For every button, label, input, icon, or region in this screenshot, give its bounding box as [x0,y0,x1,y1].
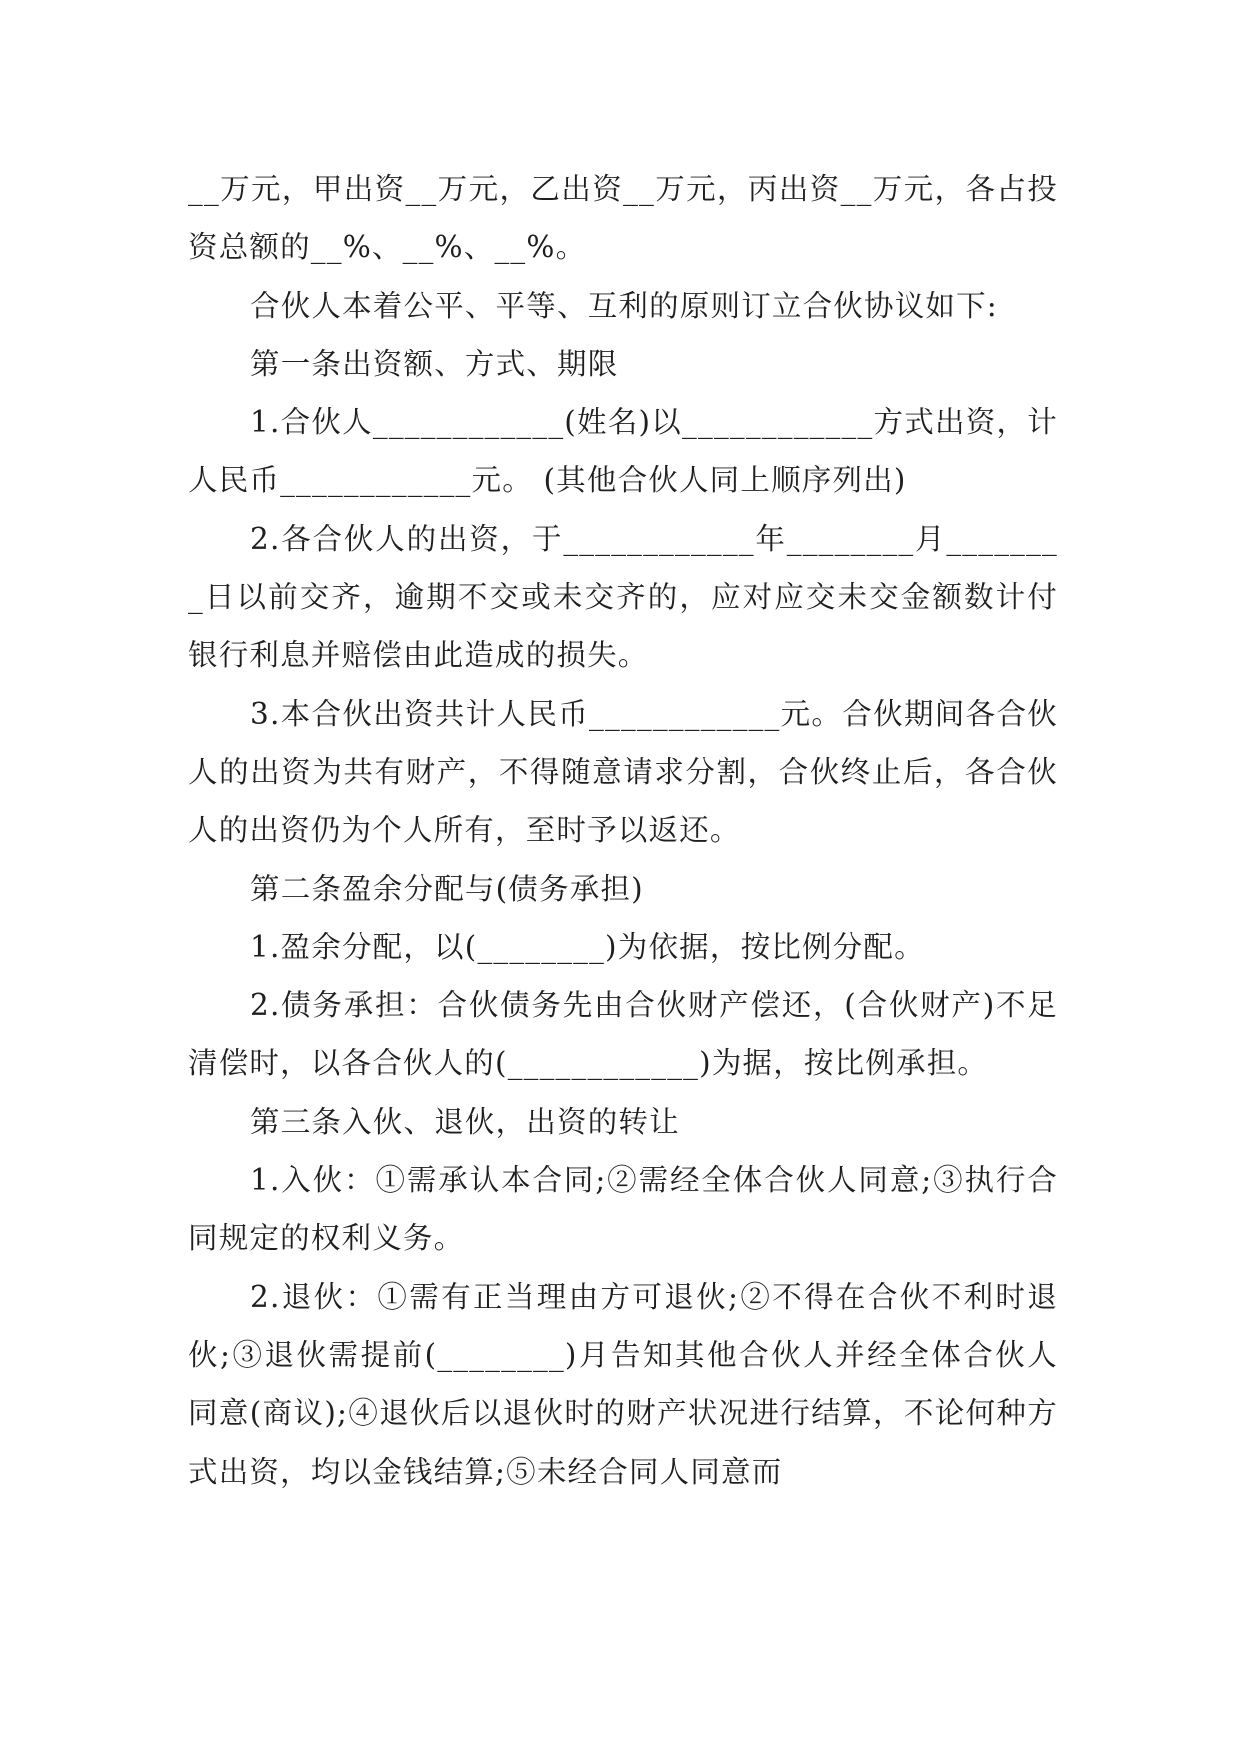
article-3-title: 第三条入伙、退伙，出资的转让 [250,1104,680,1139]
article-1-item-1: 1.合伙人____________(姓名)以____________方式出资，计人民币____________元。 (其他合伙人同上顺序列出) [188,405,1058,498]
article-3-item-1: 1.入伙：①需承认本合同;②需经全体合伙人同意;③执行合同规定的权利义务。 [188,1163,1058,1256]
article-2-item-1: 1.盈余分配，以(________)为依据，按比例分配。 [250,929,925,964]
paragraph-investment-amounts: __万元，甲出资__万元，乙出资__万元，丙出资__万元，各占投资总额的__%、__%、__%。 [188,172,1058,265]
article-1-item-3: 3.本合伙出资共计人民币____________元。合伙期间各合伙人的出资为共有财产，不得随意请求分割，合伙终止后，各合伙人的出资仍为个人所有，至时予以返还。 [188,696,1058,848]
article-2-item-2: 2.债务承担：合伙债务先由合伙财产偿还，(合伙财产)不足清偿时，以各合伙人的(____________)为据，按比例承担。 [188,988,1058,1081]
article-3-item-2: 2.退伙：①需有正当理由方可退伙;②不得在合伙不利时退伙;③退伙需提前(________)月告知其他合伙人并经全体合伙人同意(商议);④退伙后以退伙时的财产状况进行结算，不论何种方式出资，均以金钱结算;⑤未经合同人同意而 [188,1279,1058,1489]
paragraph-preamble: 合伙人本着公平、平等、互利的原则订立合伙协议如下: [250,288,998,323]
article-1-item-2: 2.各合伙人的出资，于____________年________月________日以前交齐，逾期不交或未交齐的，应对应交未交金额数计付银行利息并赔偿由此造成的损失。 [188,521,1058,673]
document-body [188,160,1058,1501]
article-1-title: 第一条出资额、方式、期限 [250,346,619,381]
article-2-title: 第二条盈余分配与(债务承担) [250,871,644,906]
